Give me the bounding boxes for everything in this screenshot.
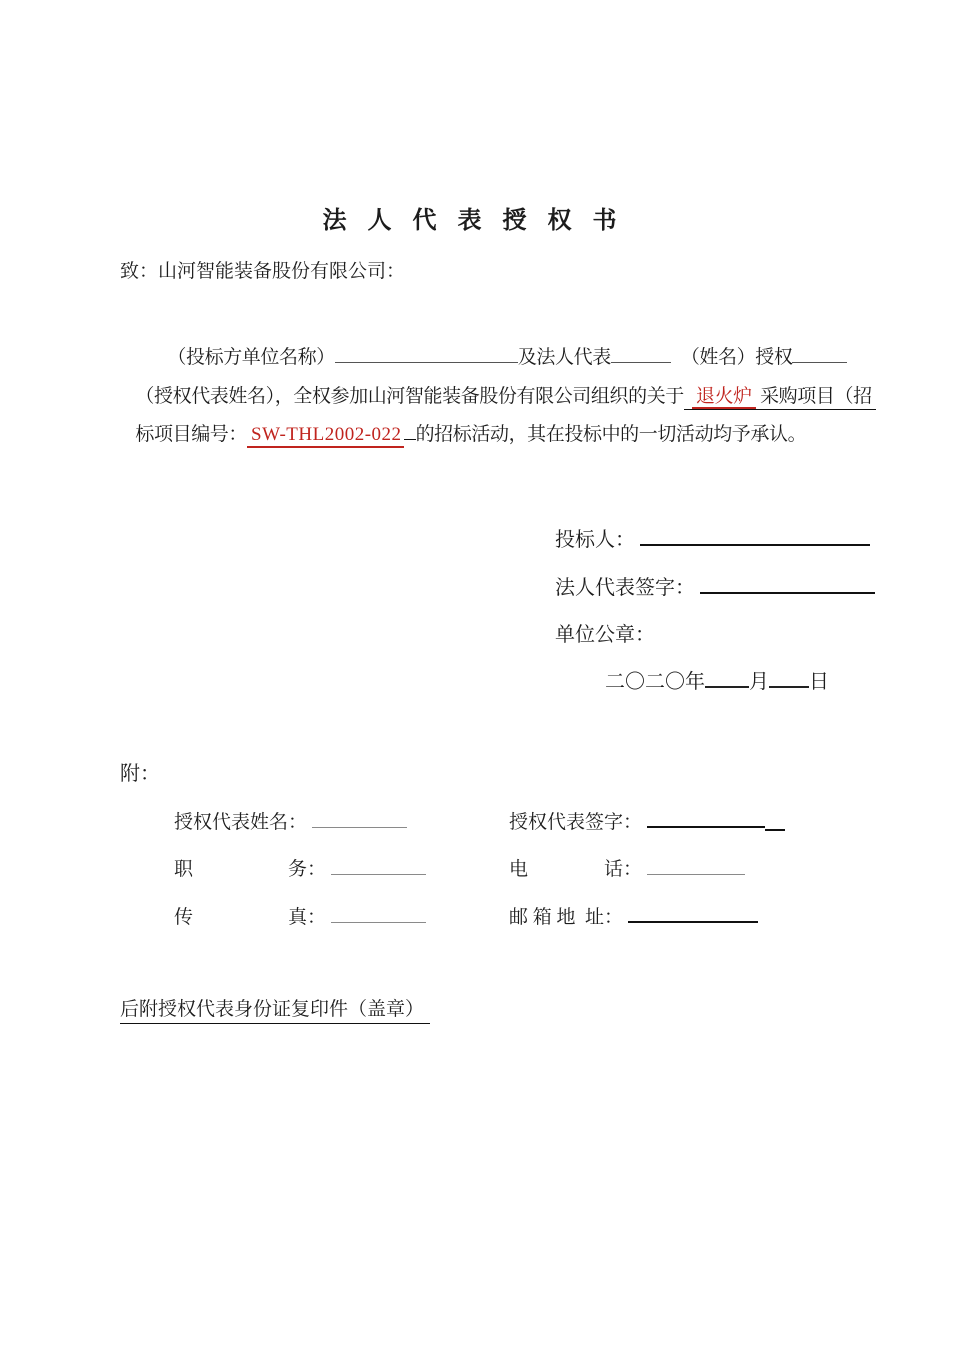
blank-fax <box>331 922 426 923</box>
rep-sign-label: 授权代表签字： <box>509 812 643 833</box>
code-underline-tail <box>404 439 416 440</box>
email-label: 邮 箱 地 址： <box>509 907 624 928</box>
project-code-value: SW-THL2002-022 <box>247 424 404 448</box>
legal-rep-sign-label: 法人代表签字： <box>555 577 695 599</box>
blank-bidder-signature <box>640 544 870 546</box>
date-line <box>585 642 829 717</box>
position-label: 职 务： <box>174 859 327 880</box>
salutation-line: 致：山河智能装备股份有限公司： <box>120 261 406 282</box>
body-line2-text: （授权代表姓名），全权参加山河智能装备股份有限公司组织的关于 <box>135 386 684 407</box>
date-month-label: 月 <box>749 671 769 693</box>
rep-name-label: 授权代表姓名： <box>174 812 308 833</box>
blank-rep-name <box>312 827 407 828</box>
blank-email <box>628 921 758 923</box>
blank-rep-signature-tail <box>765 829 785 831</box>
blank-month <box>705 686 749 688</box>
blank-rep-signature <box>647 826 765 828</box>
phone-label: 电 话： <box>509 859 643 880</box>
footer-note: 后附授权代表身份证复印件（盖章） <box>120 994 430 1024</box>
procurement-label: 采购项目（招 <box>755 386 872 407</box>
date-year-text: 二〇二〇年 <box>605 671 705 693</box>
body-line3-text: 的招标活动，其在投标中的一切活动均予承认。 <box>415 424 807 445</box>
blank-day <box>769 686 809 688</box>
authorize-label: （姓名）授权 <box>680 347 793 368</box>
project-number-label: 标项目编号： <box>135 424 248 445</box>
bidder-unit-label: （投标方单位名称） <box>167 347 335 368</box>
blank-position <box>331 874 426 875</box>
date-day-label: 日 <box>809 671 829 693</box>
fax-line <box>155 880 426 951</box>
email-line <box>490 880 758 951</box>
blank-legal-rep-signature <box>700 592 875 594</box>
legal-rep-label: 及法人代表 <box>517 347 611 368</box>
attachment-heading: 附： <box>120 763 160 785</box>
fax-label: 传 真： <box>174 907 327 928</box>
page-title: 法人代表授权书 <box>322 208 638 234</box>
body-line-3 <box>118 397 806 468</box>
bidder-label: 投标人： <box>555 529 635 551</box>
project-name-value: 退火炉 <box>692 386 756 409</box>
blank-phone <box>647 874 745 875</box>
company-seal-label: 单位公章： <box>555 624 655 646</box>
